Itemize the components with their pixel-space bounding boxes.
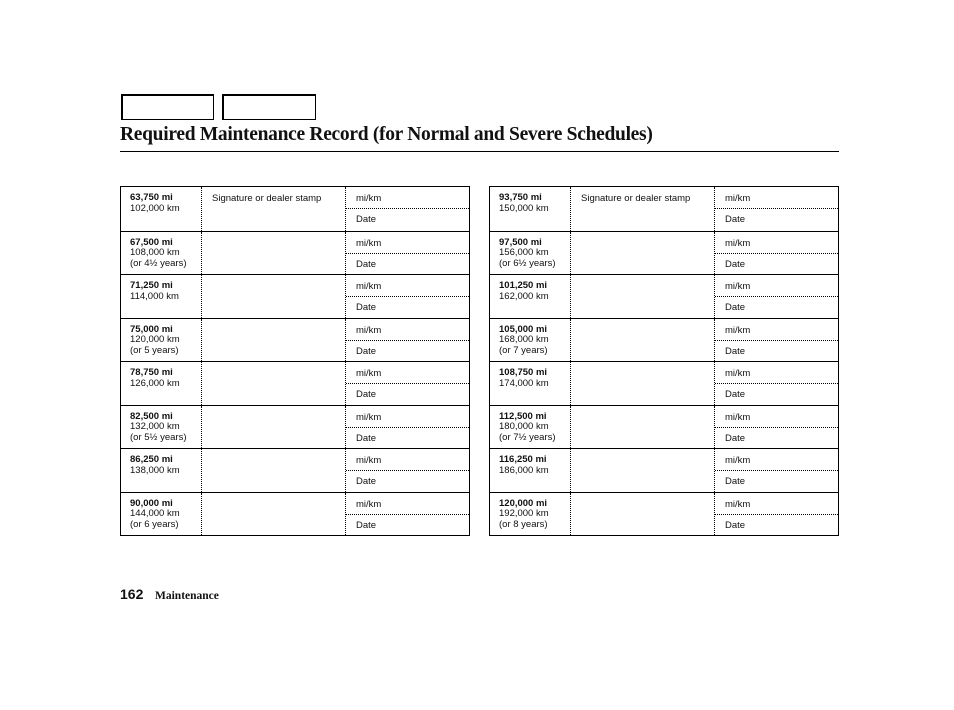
record-fields-cell [715,449,838,492]
interval-cell [490,493,571,536]
mileage-entry-field: mi/km [715,232,838,254]
mileage-miles: 86,250 mi [130,454,173,465]
record-row [490,492,838,536]
mileage-miles: 108,750 mi [499,367,548,378]
interval-cell [121,232,202,275]
record-fields-cell [346,449,469,492]
date-entry-field: Date [725,214,746,225]
mileage-entry-field: mi/km [715,275,838,297]
interval-years: (or 7 years) [499,344,548,356]
mileage-entry-field: mi/km [715,187,838,209]
mileage-km: 114,000 km [130,290,179,302]
date-entry-field: Date [356,519,377,531]
record-row [121,231,469,275]
mileage-km: 168,000 km [499,334,549,345]
mileage-miles: 120,000 mi [499,497,548,509]
signature-stamp-cell [571,232,715,275]
date-entry-field: Date [356,432,377,444]
mileage-miles: 97,500 mi [499,236,542,248]
mileage-miles: 90,000 mi [130,497,173,509]
signature-stamp-cell [571,449,715,492]
interval-cell [121,319,202,362]
record-row [121,318,469,362]
title-rule [120,151,839,152]
mileage-miles: 101,250 mi [499,280,548,291]
record-fields-cell [346,493,469,536]
signature-stamp-cell [571,319,715,362]
mileage-entry-field: mi/km [346,493,469,515]
signature-stamp-cell [202,319,346,362]
record-row [490,318,838,362]
interval-years: (or 7½ years) [499,431,556,443]
date-entry-field: Date [725,476,746,487]
mileage-miles: 82,500 mi [130,410,173,422]
mileage-km: 144,000 km [130,508,180,519]
mileage-entry-field: mi/km [715,493,838,515]
record-row [121,274,469,318]
record-row [490,405,838,449]
signature-stamp-cell [202,232,346,275]
mileage-entry-field: mi/km [346,232,469,254]
interval-cell [121,406,202,449]
record-row [490,231,838,275]
page-number: 162 [120,586,144,602]
mileage-entry-field: mi/km [346,449,469,471]
signature-stamp-cell [202,406,346,449]
signature-stamp-cell [202,275,346,318]
interval-cell [121,362,202,405]
mileage-miles: 78,750 mi [130,367,173,378]
interval-years: (or 6½ years) [499,257,556,269]
record-fields-cell [346,406,469,449]
page-title: Required Maintenance Record (for Normal and Severe Schedules) [120,124,653,145]
mileage-miles: 93,750 mi [499,192,542,203]
mileage-entry-field: mi/km [715,406,838,428]
interval-cell [490,319,571,362]
record-fields-cell [715,406,838,449]
mileage-miles: 75,000 mi [130,323,173,335]
mileage-miles: 67,500 mi [130,236,173,248]
record-fields-cell [346,275,469,318]
date-entry-field: Date [356,345,377,357]
maintenance-record-table-left [120,186,470,536]
interval-cell [121,493,202,536]
interval-cell [121,449,202,492]
mileage-entry-field: mi/km [715,362,838,384]
date-entry-field: Date [725,432,746,444]
date-entry-field: Date [356,302,377,313]
date-entry-field: Date [356,476,377,487]
record-row [490,361,838,405]
mileage-km: 132,000 km [130,421,180,432]
signature-stamp-cell [571,406,715,449]
record-row [490,187,838,231]
record-fields-cell [715,493,838,536]
record-row [490,274,838,318]
date-entry-field: Date [356,214,377,225]
record-fields-cell [346,187,469,231]
interval-years: (or 5½ years) [130,431,187,443]
interval-cell [490,362,571,405]
interval-cell [490,187,571,231]
record-fields-cell [346,319,469,362]
maintenance-record-table-right [489,186,839,536]
record-row [121,448,469,492]
mileage-entry-field: mi/km [346,187,469,209]
record-fields-cell [715,232,838,275]
mileage-km: 180,000 km [499,421,549,432]
mileage-entry-field: mi/km [346,319,469,341]
mileage-km: 126,000 km [130,377,180,389]
mileage-km: 192,000 km [499,508,549,519]
signature-stamp-cell [202,493,346,536]
mileage-km: 120,000 km [130,334,180,345]
signature-stamp-cell: Signature or dealer stamp [571,187,715,231]
mileage-entry-field: mi/km [715,449,838,471]
mileage-entry-field: mi/km [715,319,838,341]
signature-stamp-cell [571,275,715,318]
date-entry-field: Date [725,519,746,531]
mileage-km: 174,000 km [499,377,549,389]
mileage-miles: 112,500 mi [499,410,547,422]
signature-stamp-cell [571,362,715,405]
interval-cell [490,406,571,449]
mileage-km: 150,000 km [499,202,549,214]
record-fields-cell [346,232,469,275]
record-fields-cell [715,275,838,318]
mileage-entry-field: mi/km [346,406,469,428]
mileage-miles: 116,250 mi [499,454,547,465]
signature-stamp-cell [202,362,346,405]
date-entry-field: Date [356,389,377,400]
record-fields-cell [715,362,838,405]
interval-years: (or 4½ years) [130,257,187,269]
record-fields-cell [715,319,838,362]
signature-stamp-cell: Signature or dealer stamp [202,187,346,231]
date-entry-field: Date [725,389,746,400]
record-row [121,492,469,536]
date-entry-field: Date [725,258,746,270]
record-fields-cell [715,187,838,231]
date-entry-field: Date [725,302,746,313]
mileage-km: 108,000 km [130,247,180,258]
interval-cell [490,449,571,492]
interval-years: (or 5 years) [130,344,179,356]
mileage-entry-field: mi/km [346,362,469,384]
mileage-km: 138,000 km [130,464,180,476]
mileage-km: 102,000 km [130,202,180,214]
signature-stamp-cell [571,493,715,536]
record-row [121,361,469,405]
interval-cell [490,275,571,318]
record-row [121,405,469,449]
interval-years: (or 6 years) [130,518,179,530]
header-tab-box-2 [222,94,316,120]
signature-stamp-cell [202,449,346,492]
interval-years: (or 8 years) [499,518,548,530]
date-entry-field: Date [725,345,746,357]
mileage-miles: 63,750 mi [130,192,173,203]
mileage-km: 156,000 km [499,247,549,258]
interval-cell [121,187,202,231]
record-row [490,448,838,492]
section-name: Maintenance [155,590,219,602]
interval-cell [121,275,202,318]
record-row [121,187,469,231]
date-entry-field: Date [356,258,377,270]
mileage-km: 162,000 km [499,290,549,302]
mileage-miles: 71,250 mi [130,280,173,291]
mileage-km: 186,000 km [499,464,549,476]
interval-cell [490,232,571,275]
header-tab-box-1 [121,94,214,120]
mileage-entry-field: mi/km [346,275,469,297]
mileage-miles: 105,000 mi [499,323,548,335]
record-fields-cell [346,362,469,405]
